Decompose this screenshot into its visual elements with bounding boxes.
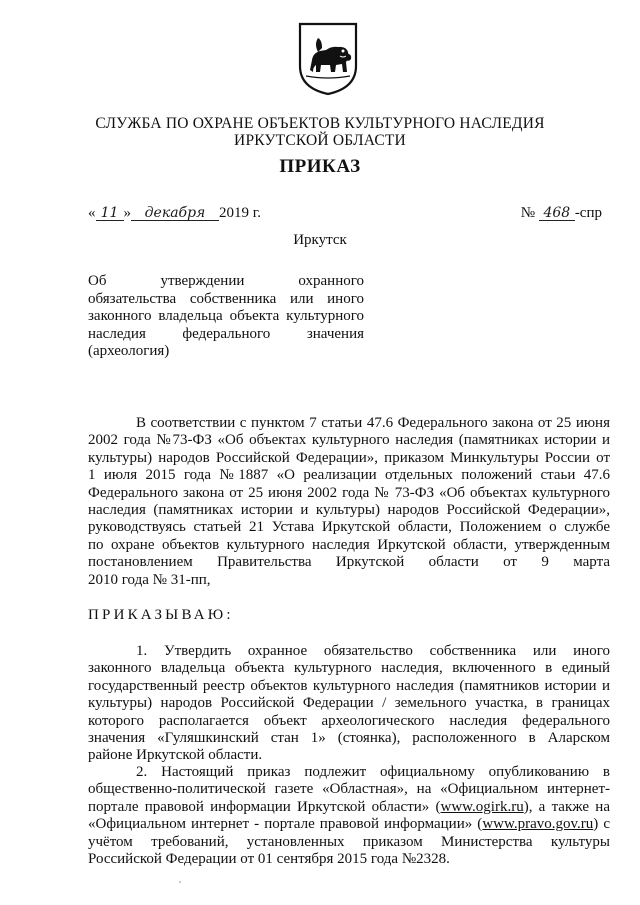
- item2-line: Российской Федерации от 01 сентября 2015 года №2328.: [88, 851, 450, 868]
- preamble-line: В соответствии с пунктом 7 статьи 47.6 Федерального закона от 25 июня: [136, 415, 610, 431]
- preamble-line: 1 июля 2015 года №1887 «О реализации отдельных положений стаьи 47.6: [88, 467, 610, 484]
- order-heading: ПРИКАЗЫВАЮ:: [88, 607, 234, 623]
- item1-line: районе Иркутской области.: [88, 747, 263, 764]
- subject-line: Об утверждении охранного: [88, 273, 364, 289]
- date-day: 11: [96, 206, 124, 221]
- item2-line: [88, 816, 610, 833]
- document-subject: [88, 273, 364, 361]
- number-value: 468: [539, 206, 575, 221]
- coat-of-arms-emblem: [296, 20, 360, 96]
- date-year: 2019 г.: [219, 205, 261, 221]
- preamble-paragraph: [88, 415, 610, 589]
- date-month: декабря: [131, 206, 219, 221]
- preamble-line: по охране объектов культурного наследия Иркутской области, утвержденным: [88, 536, 610, 553]
- subject-line: наследия федерального значения: [88, 325, 364, 342]
- document-number: [521, 205, 602, 222]
- item1-line: значения «Гуляшкинский стан 1» (стоянка), расположенного в Аларском: [88, 730, 610, 747]
- order-item-2: [88, 764, 610, 868]
- organization-name-line1: СЛУЖБА ПО ОХРАНЕ ОБЪЕКТОВ КУЛЬТУРНОГО НАСЛЕДИЯ: [95, 115, 545, 132]
- pravo-link[interactable]: www.pravo.gov.ru: [482, 816, 594, 833]
- number-suffix: -спр: [574, 205, 602, 221]
- preamble-line: постановлением Правительства Иркутской области от 9 марта: [88, 554, 610, 571]
- item2-line3-text: портале правовой информации Иркутской области» (: [88, 798, 441, 815]
- item2-line: общественно-политической газете «Областная», на «Официальном интернет-: [88, 781, 610, 798]
- scan-speck: [179, 881, 181, 883]
- item2-line4-tail: ) с: [593, 816, 610, 833]
- item2-line3-tail: ), а также на: [523, 798, 610, 815]
- item2-line4-text: «Официальном интернет - портале правовой информации» (: [88, 816, 483, 833]
- document-title: ПРИКАЗ: [279, 156, 361, 177]
- preamble-line: Федерального закона от 25 июня 2002 года № 73-ФЗ «Об объектах культурного: [88, 484, 610, 501]
- subject-line: обязательства собственника или иного: [88, 290, 364, 307]
- ogirk-link[interactable]: www.ogirk.ru: [440, 798, 524, 815]
- subject-line: (археология): [88, 343, 170, 359]
- item1-line: которого располагается объект археологического наследия федерального: [88, 712, 610, 729]
- item2-line: [88, 799, 610, 816]
- preamble-line: наследия (памятниках истории и культуры) народов Российской Федерации»,: [88, 502, 610, 519]
- item2-line: учётом требований, установленных приказом Министерства культуры: [88, 833, 610, 850]
- item1-line: законного владельца объекта культурного наследия, включенного в единый: [88, 660, 610, 677]
- subject-line: законного владельца объекта культурного: [88, 308, 364, 324]
- item1-line: культуры) народов Российской Федерации / земельного участка, в границах: [88, 695, 610, 712]
- city-name: Иркутск: [293, 232, 347, 248]
- document-date: [88, 205, 261, 222]
- item1-line: государственный реестр объектов культурного наследия (памятников истории и: [88, 677, 610, 694]
- preamble-line: 2002 года №73-ФЗ «Об объектах культурного наследия (памятниках истории и: [88, 432, 610, 449]
- preamble-line: руководствуясь статьей 21 Устава Иркутской области, Положением о службе: [88, 519, 610, 536]
- organization-name-line2: ИРКУТСКОЙ ОБЛАСТИ: [234, 132, 406, 149]
- date-open-quote: «: [88, 205, 96, 221]
- preamble-line: 2010 года № 31-пп,: [88, 571, 211, 588]
- item2-line: 2. Настоящий приказ подлежит официальному опубликованию в: [136, 764, 610, 780]
- number-prefix: №: [520, 205, 536, 221]
- order-item-1: [88, 643, 610, 765]
- item1-line: 1. Утвердить охранное обязательство собственника или иного: [136, 643, 610, 659]
- date-close-quote: »: [123, 205, 131, 221]
- preamble-line: культуры) народов Российской Федерации», приказом Минкультуры России от: [88, 449, 610, 466]
